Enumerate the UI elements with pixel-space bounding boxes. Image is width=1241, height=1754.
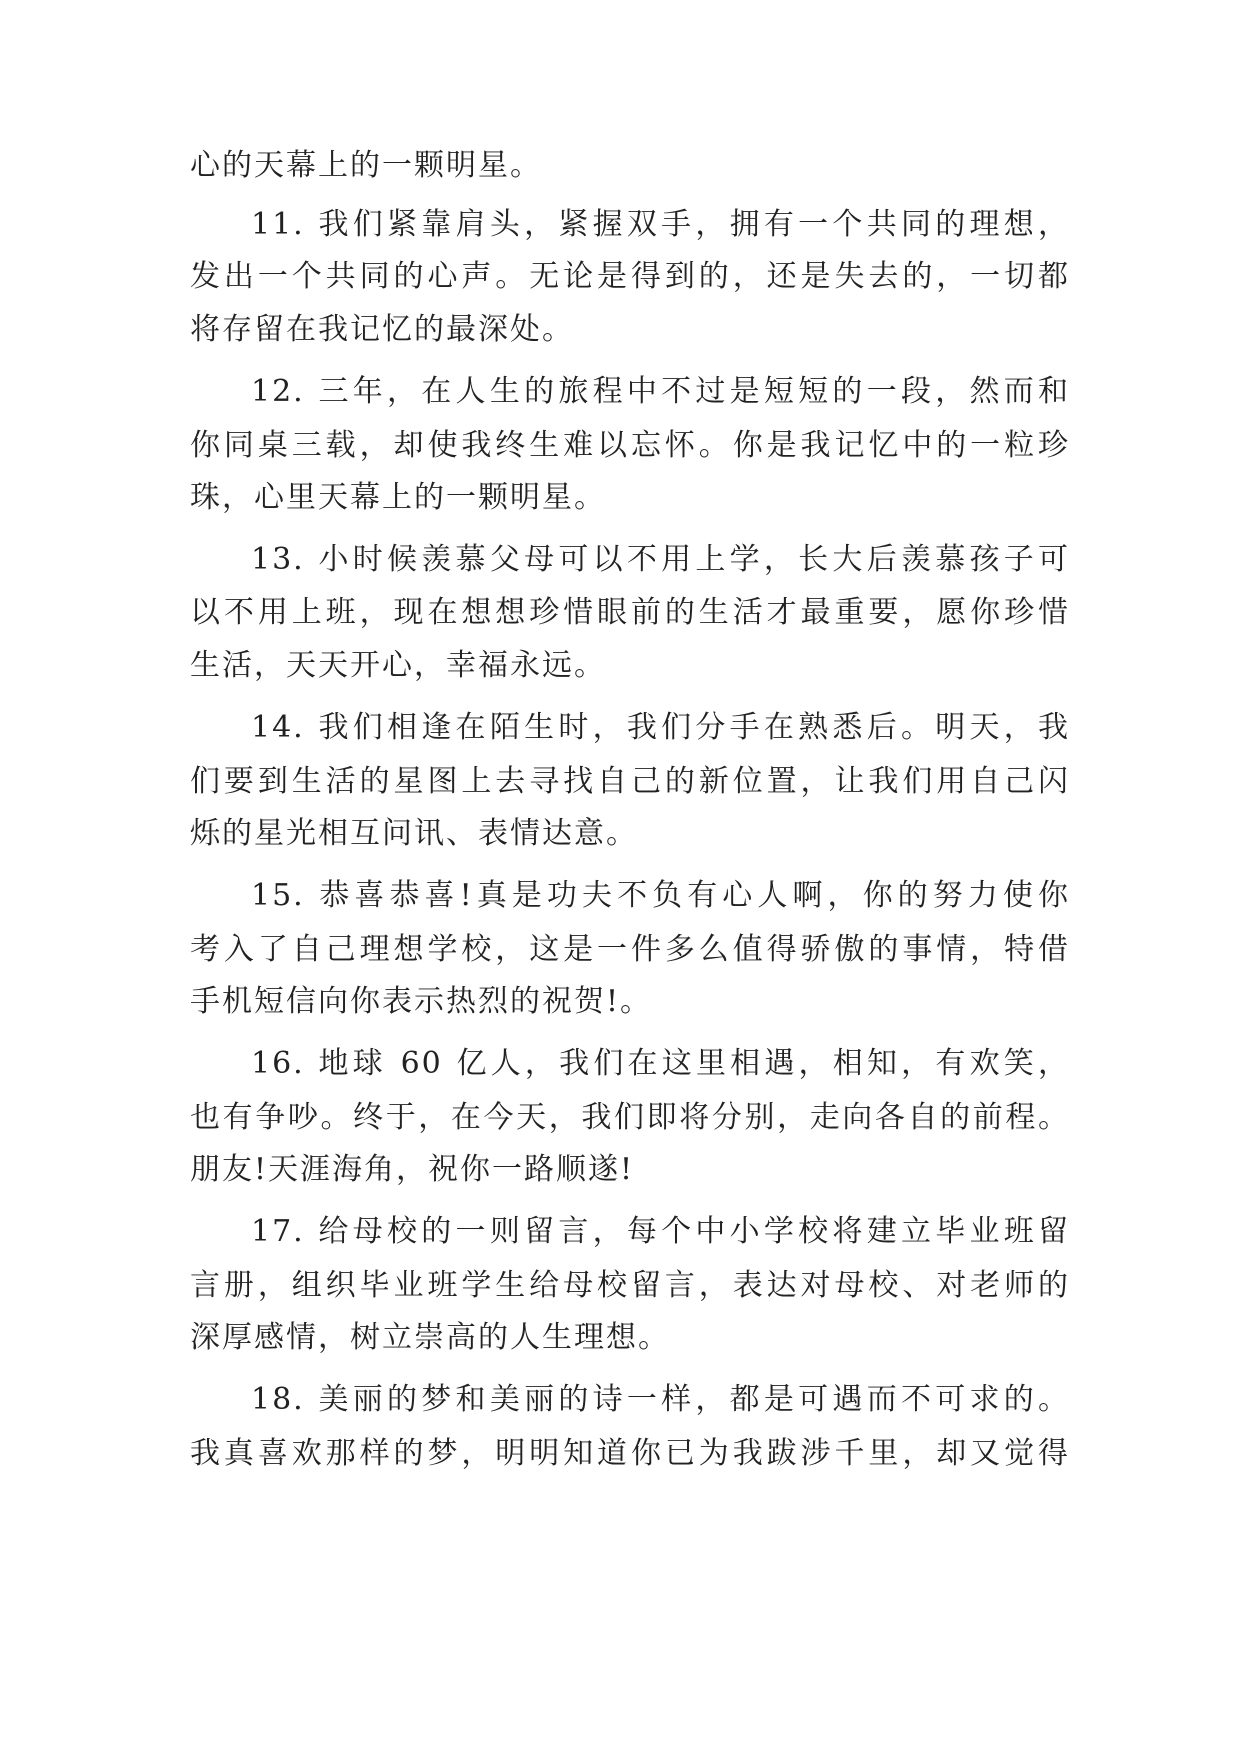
text-line: 深厚感情，树立崇高的人生理想。 [190,1320,670,1355]
paragraph-16-line-1: 16. 地球 60 亿人，我们在这里相遇，相知，有欢笑， [251,1046,1070,1081]
text-line: 以不用上班，现在想想珍惜眼前的生活才最重要，愿你珍惜 [190,595,1070,630]
paragraph-17-line-1: 17. 给母校的一则留言，每个中小学校将建立毕业班留 [251,1214,1070,1249]
text-line: 将存留在我记忆的最深处。 [190,312,574,347]
paragraph-13-line-1: 13. 小时候羡慕父母可以不用上学，长大后羡慕孩子可 [251,542,1070,577]
paragraph-14-line-1: 14. 我们相逢在陌生时，我们分手在熟悉后。明天，我 [251,710,1070,745]
text-line: 生活，天天开心，幸福永远。 [190,648,606,683]
paragraph-11-line-1: 11. 我们紧靠肩头，紧握双手，拥有一个共同的理想， [251,207,1070,242]
text-line: 心的天幕上的一颗明星。 [190,148,542,183]
text-line: 也有争吵。终于，在今天，我们即将分别，走向各自的前程。 [190,1100,1070,1135]
paragraph-12-line-1: 12. 三年，在人生的旅程中不过是短短的一段，然而和 [251,374,1070,409]
text-line: 烁的星光相互问讯、表情达意。 [190,816,638,851]
text-line: 你同桌三载，却使我终生难以忘怀。你是我记忆中的一粒珍 [190,428,1070,463]
text-line: 我真喜欢那样的梦，明明知道你已为我跋涉千里，却又觉得 [190,1436,1070,1471]
text-line: 考入了自己理想学校，这是一件多么值得骄傲的事情，特借 [190,932,1070,967]
text-line: 发出一个共同的心声。无论是得到的，还是失去的，一切都 [190,259,1070,294]
text-line: 言册，组织毕业班学生给母校留言，表达对母校、对老师的 [190,1268,1070,1303]
text-line: 们要到生活的星图上去寻找自己的新位置，让我们用自己闪 [190,764,1070,799]
text-line: 珠，心里天幕上的一颗明星。 [190,480,606,515]
paragraph-15-line-1: 15. 恭喜恭喜!真是功夫不负有心人啊，你的努力使你 [251,878,1070,913]
text-line: 手机短信向你表示热烈的祝贺!。 [190,984,653,1019]
paragraph-18-line-1: 18. 美丽的梦和美丽的诗一样，都是可遇而不可求的。 [251,1382,1070,1417]
text-line: 朋友!天涯海角，祝你一路顺遂! [190,1152,635,1187]
